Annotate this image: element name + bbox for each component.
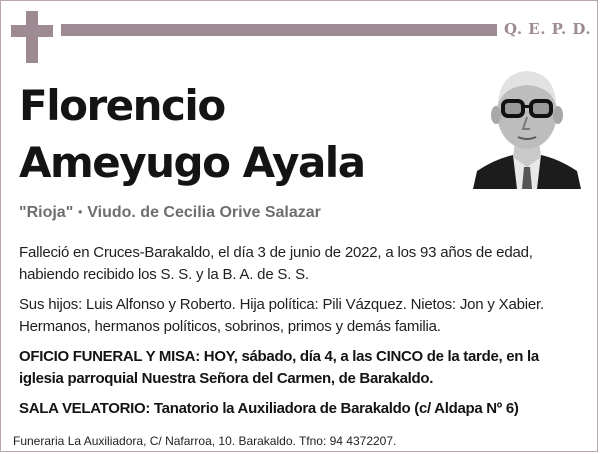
deceased-portrait (473, 63, 581, 189)
family-list: Sus hijos: Luis Alfonso y Roberto. Hija política: Pili Vázquez. Nietos: Jon y Xabier. Hermanos, hermanos políticos, sobrinos, primos y demás familia. (19, 296, 544, 335)
nickname: "Rioja" (19, 204, 74, 221)
cross-icon (11, 11, 53, 63)
obituary-header (1, 1, 599, 71)
surnames: Ameyugo Ayala (19, 138, 365, 187)
portrait-image (473, 63, 581, 189)
obituary-body (19, 242, 583, 428)
header-rule (61, 24, 497, 36)
first-name: Florencio (19, 81, 225, 130)
funeral-details: OFICIO FUNERAL Y MISA: HOY, sábado, día 4, a las CINCO de la tarde, en la iglesia parroquial Nuestra Señora del Carmen, de Barakaldo. (19, 348, 539, 387)
relation: Viudo. de Cecilia Orive Salazar (87, 204, 321, 221)
death-notice: Falleció en Cruces-Barakaldo, el día 3 de junio de 2022, a los 93 años de edad, habiendo recibido los S. S. y la B. A. de S. S. (19, 244, 533, 283)
diamond-separator-icon: ⬩ (78, 206, 83, 218)
deceased-name (19, 77, 449, 191)
funeral-home-footer: Funeraria La Auxiliadora, C/ Nafarroa, 10. Barakaldo. Tfno: 94 4372207. (13, 434, 397, 448)
qepd-label: Q. E. P. D. (504, 20, 592, 38)
wake-details: SALA VELATORIO: Tanatorio la Auxiliadora de Barakaldo (c/ Aldapa Nº 6) (19, 400, 519, 417)
deceased-subtitle (19, 204, 579, 222)
